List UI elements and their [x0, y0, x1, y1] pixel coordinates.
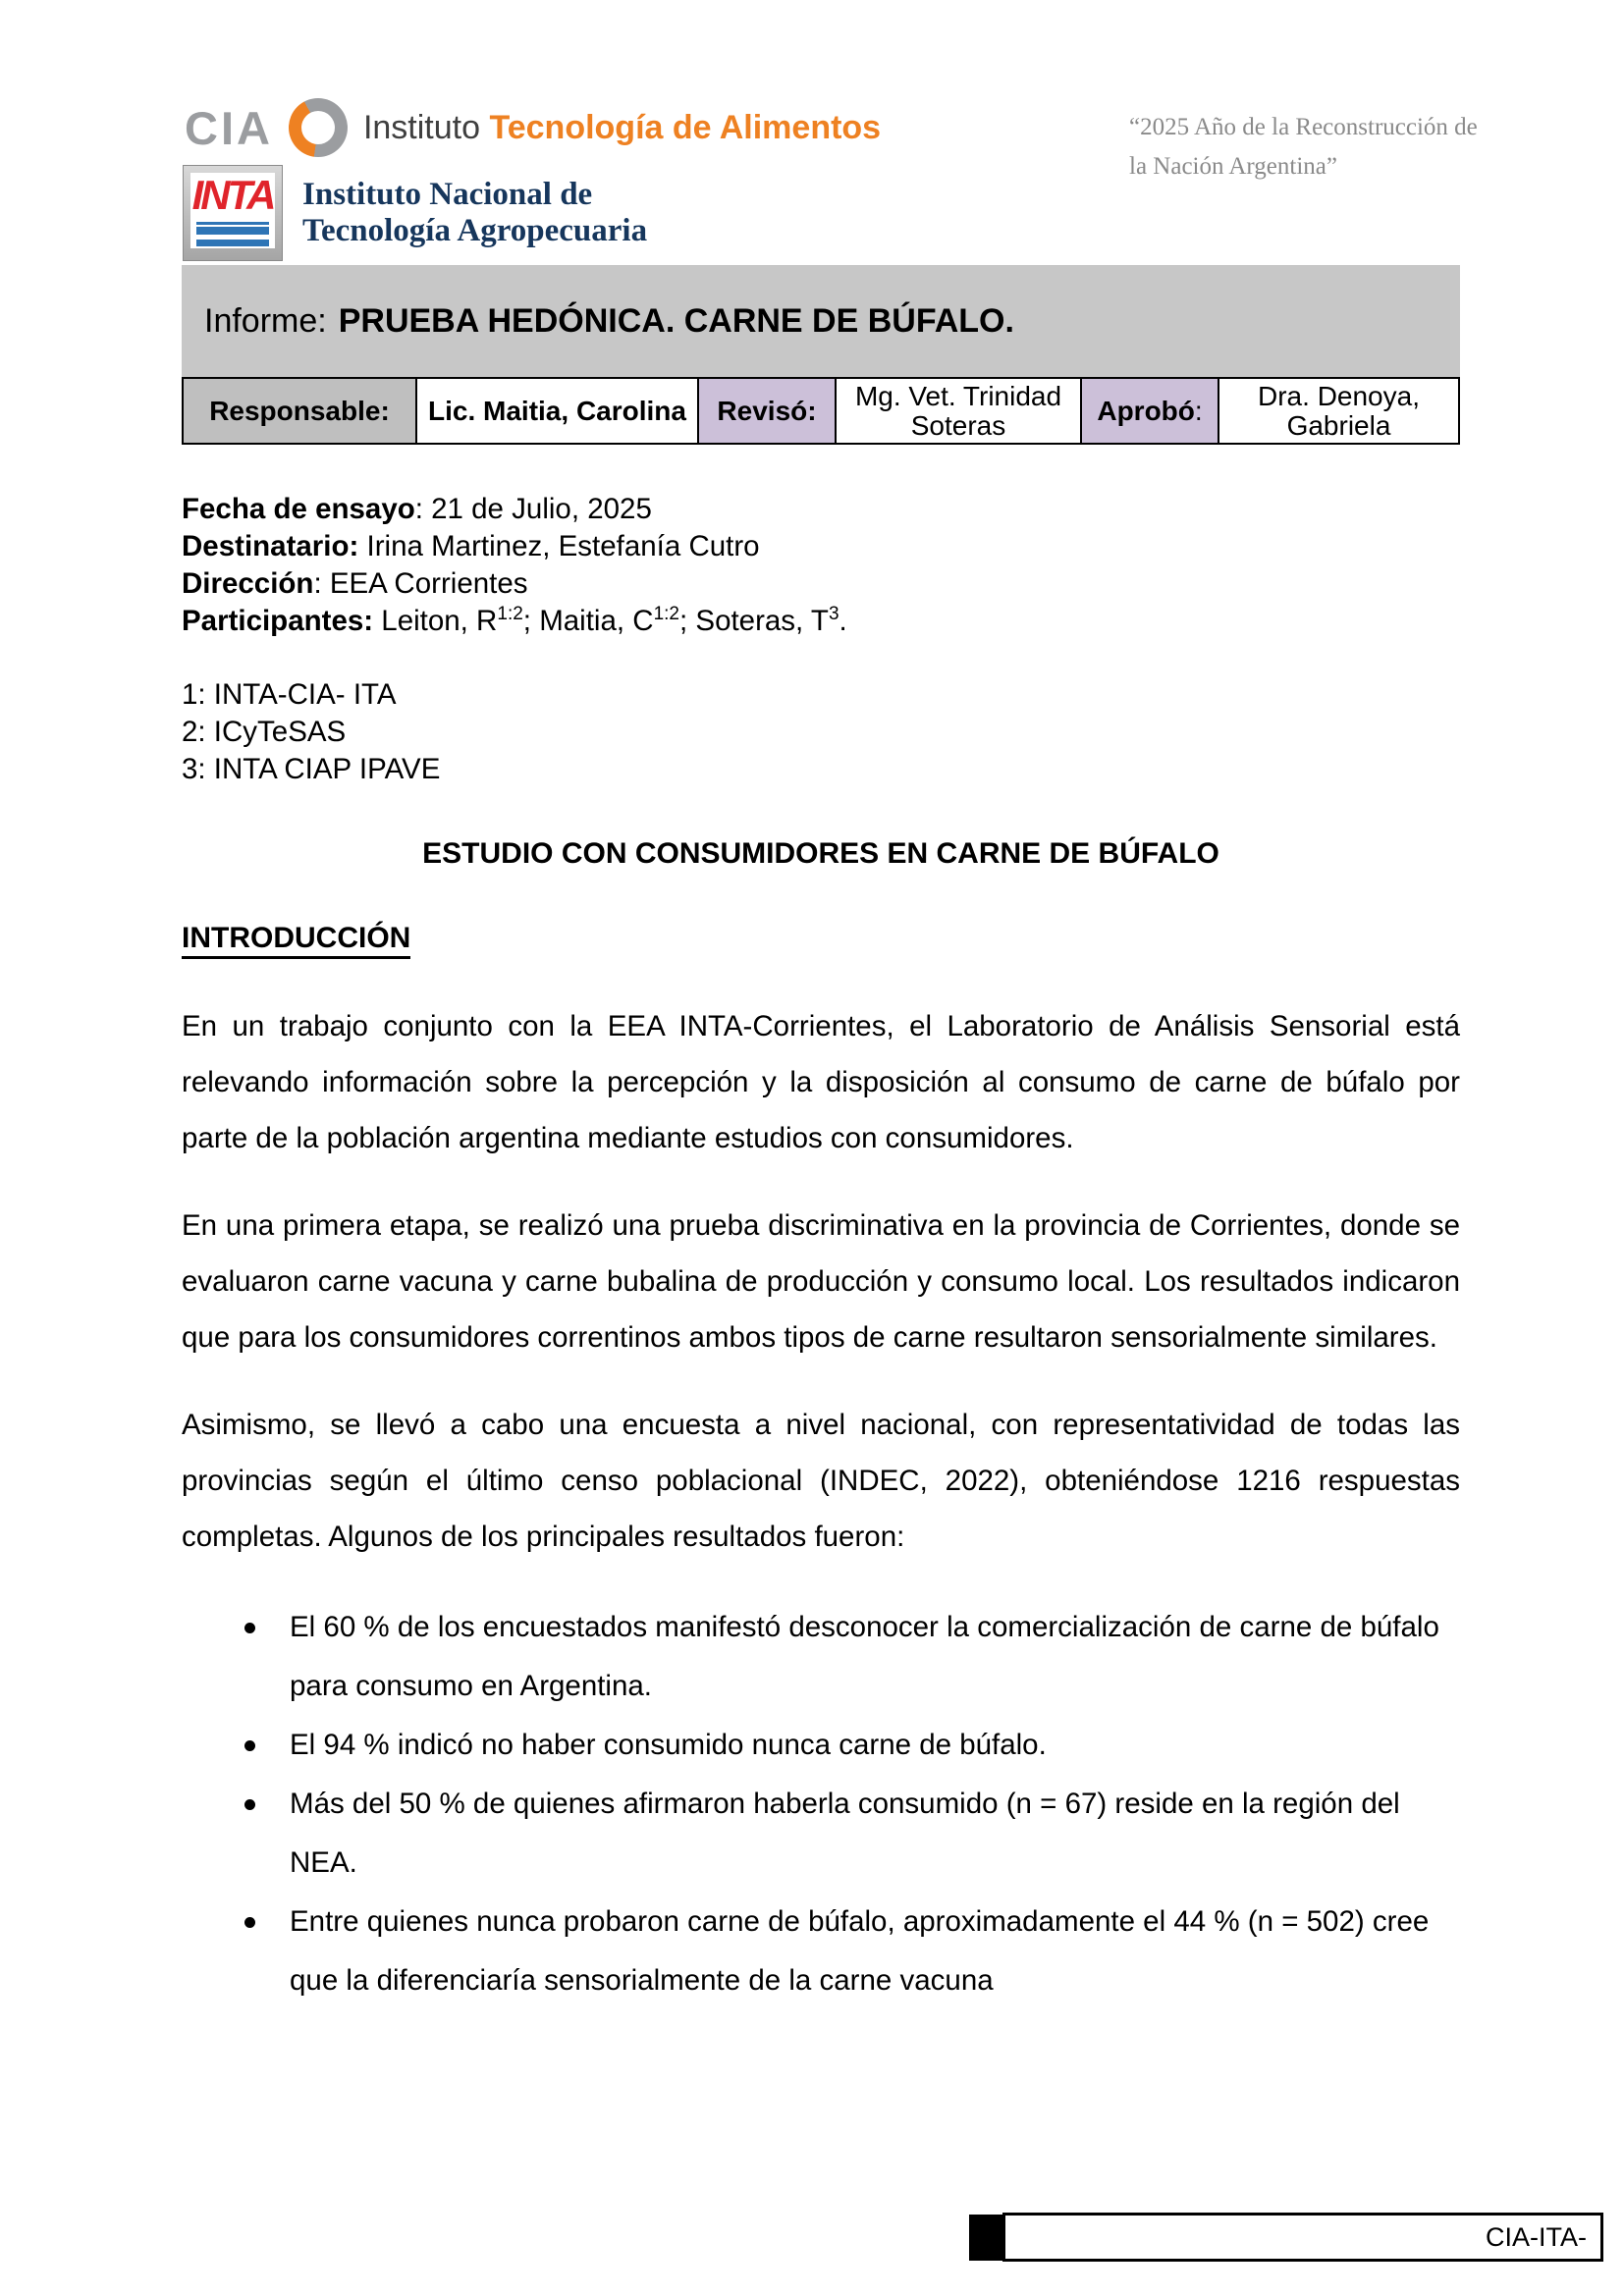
results-bullet-list: [182, 1598, 1460, 2010]
bullet-item: El 94 % indicó no haber consumido nunca carne de búfalo.: [290, 1716, 1460, 1775]
study-title: ESTUDIO CON CONSUMIDORES EN CARNE DE BÚFALO: [422, 837, 1219, 870]
report-title-bar: [182, 265, 1460, 377]
motto-line-2: la Nación Argentina”: [1129, 153, 1337, 180]
motto-line-1: “2025 Año de la Reconstrucción de: [1129, 114, 1478, 140]
inta-name-line-2: Tecnología Agropecuaria: [302, 213, 648, 248]
inta-logo-bar-icon: [196, 240, 269, 246]
institute-prefix: Instituto: [362, 108, 481, 146]
inta-institution-name: [302, 165, 647, 261]
participant-1-sup: 1:2: [497, 604, 523, 625]
meta-destinatario-value: Irina Martinez, Estefanía Cutro: [358, 530, 760, 562]
section-heading-text: INTRODUCCIÓN: [182, 922, 410, 959]
meta-destinatario-label: Destinatario:: [182, 530, 359, 562]
paragraph-1: En un trabajo conjunto con la EEA INTA-Corrientes, el Laboratorio de Análisis Sensorial está relevando información sobre la percepción y la disposición al consumo de carne de búfalo por parte de la población argentina mediante estudios con consumidores.: [182, 1010, 1460, 1154]
meta-destinatario: [182, 528, 1460, 565]
aprobo-label-colon: :: [1194, 395, 1203, 426]
cia-circle-icon: [289, 98, 348, 157]
inta-name-line-1: Instituto Nacional de: [302, 177, 593, 212]
participant-3-sup: 3: [828, 604, 839, 625]
institute-name-orange: Tecnología de Alimentos: [489, 108, 882, 146]
footer-code-box: [1002, 2213, 1603, 2262]
footer-black-square: [969, 2215, 1002, 2261]
affiliation-3: 3: INTA CIAP IPAVE: [182, 753, 441, 785]
inta-logo-inner: [190, 173, 275, 248]
reviso-value: Mg. Vet. Trinidad Soteras: [837, 379, 1082, 443]
aprobo-value: Dra. Denoya, Gabriela: [1258, 380, 1420, 441]
inta-logo-word: INTA: [191, 172, 274, 218]
inta-logo-bar-icon: [196, 225, 269, 235]
report-title: PRUEBA HEDÓNICA. CARNE DE BÚFALO.: [338, 301, 1014, 340]
cia-ita-logo: [185, 98, 881, 157]
paragraph-2: En una primera etapa, se realizó una prueba discriminativa en la provincia de Corrientes, donde se evaluaron carne vacuna y carne bubalina de producción y consumo local. Los resultados indicaron que para los consumidores correntinos ambos tipos de carne resultaron sensorialmente similares.: [182, 1209, 1460, 1354]
aprobo-label: [1082, 379, 1219, 443]
participant-1: Leiton, R: [373, 605, 498, 637]
meta-participantes-label: Participantes:: [182, 605, 374, 637]
meta-fecha-label: Fecha de ensayo: [182, 493, 415, 525]
institutional-motto: [1129, 108, 1483, 187]
cia-logo-text: CIA: [185, 101, 273, 154]
aprobo-label-text: Aprobó: [1097, 395, 1195, 426]
affiliation-1: 1: INTA-CIA- ITA: [182, 678, 397, 711]
meta-direccion: [182, 565, 1460, 603]
affiliation-2: 2: ICyTeSAS: [182, 716, 347, 748]
meta-fecha-value: : 21 de Julio, 2025: [414, 493, 652, 525]
bullet-item: El 60 % de los encuestados manifestó desconocer la comercialización de carne de búfalo para consumo en Argentina.: [290, 1598, 1460, 1716]
affiliations-list: [182, 676, 1460, 788]
bullet-item: Entre quienes nunca probaron carne de búfalo, aproximadamente el 44 % (n = 502) cree que la diferenciaría sensorialmente de la carne vacuna: [290, 1893, 1460, 2010]
report-title-prefix: Informe:: [204, 301, 327, 340]
participants-period: .: [839, 605, 847, 637]
ita-institute-name: [363, 109, 881, 147]
reviso-label: Revisó:: [699, 379, 837, 443]
document-body: [182, 491, 1460, 2010]
approval-table: [182, 377, 1460, 445]
section-heading-introduccion: [182, 922, 1460, 955]
paragraph-3: Asimismo, se llevó a cabo una encuesta a nivel nacional, con representatividad de todas las provincias según el último censo poblacional (INDEC, 2022), obteniéndose 1216 respuestas completas. Algunos de los principales resultados fueron:: [182, 1409, 1460, 1553]
meta-direccion-value: : EEA Corrientes: [313, 567, 528, 600]
inta-logo-block: [183, 165, 647, 261]
inta-logo-icon: [183, 165, 283, 261]
participant-2: ; Maitia, C: [522, 605, 654, 637]
bullet-item: Más del 50 % de quienes afirmaron haberla consumido (n = 67) reside en la región del NEA.: [290, 1775, 1460, 1893]
footer-code: CIA-ITA-: [1486, 2221, 1587, 2252]
responsable-label: Responsable:: [184, 379, 417, 443]
meta-participantes: [182, 603, 1460, 640]
meta-direccion-label: Dirección: [182, 567, 314, 600]
participant-2-sup: 1:2: [653, 604, 679, 625]
responsable-value: Lic. Maitia, Carolina: [417, 379, 699, 443]
meta-fecha: [182, 491, 1460, 528]
participant-3: ; Soteras, T: [679, 605, 829, 637]
